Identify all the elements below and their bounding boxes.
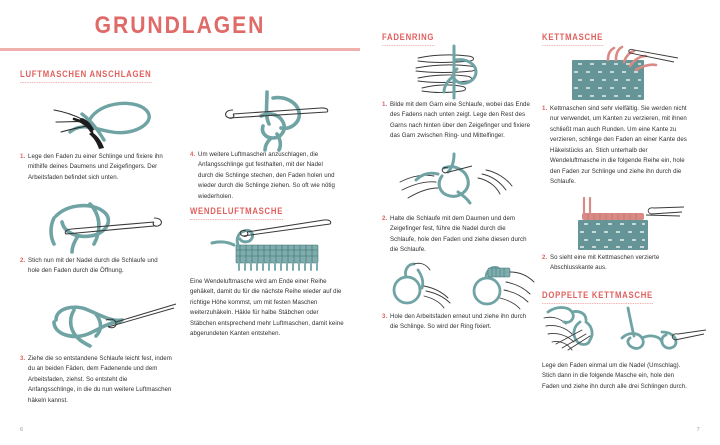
figure-mesh-swatch-pink-hook [568,46,684,102]
paragraph-doppelte-kettmasche: Lege den Faden einmal um die Nadel (Umschlag). Stich dann in die folgende Masche ein, hole den Faden und ziehe ihn durch alle drei Schlingen durch. [542,362,687,390]
step-number: 1. [542,105,548,112]
page-title: GRUNDLAGEN [94,12,266,39]
step-number: 4. [190,151,196,158]
step-item [20,354,175,406]
step-text: Stich nun mit der Nadel durch die Schlaufe und hole den Faden durch die Öffnung. [28,257,158,275]
figure-double-slip-stitch-pair [542,304,707,352]
section-heading-doppelte-kettmasche: DOPPELTE KETTMASCHE [542,285,671,304]
figure-crochet-swatch-with-hook [212,219,336,273]
figure-hook-through-loop [42,196,172,254]
step-item [542,104,694,188]
figure-chain-stitch-hook [215,86,335,152]
step-item [382,100,532,142]
step-number: 1. [382,101,388,108]
figure-mesh-swatch-finished-edge [568,198,686,252]
step-text: Kettmaschen sind sehr vielfältig. Sie werden nicht nur verwendet, um Kanten zu verzieren, mit ihnen schließt man auch Runden. Um eine Kante zu verzieren, schlinge den Faden an einer Kante des Häkelstücks an. Stich unterhalb der Wendeluftmasche in die folgende Reihe ein, hole den Faden zur Schlinge und ziehe ihn durch die Schlaufe. [550,105,687,186]
figure-hook-into-ring [396,152,518,204]
section-heading-wendeluftmasche: WENDELUFTMASCHE [190,201,298,220]
step-item [20,152,170,183]
step-text: Halte die Schlaufe mit dem Daumen und dem Zeigefinger fest, führe die Nadel durch die Schlaufe, hole den Faden und ziehe diesen durch die Schlaufe. [390,215,527,254]
step-number: 2. [20,257,26,264]
step-number: 1. [20,153,26,160]
section-heading-kettmasche: KETTMASCHE [542,27,613,46]
figure-ring-fixed-pair [382,258,542,310]
spread-masthead [0,14,360,38]
step-text: Hole den Arbeitsfaden erneut und ziehe ihn durch die Schlinge. So wird der Ring fixiert. [390,313,527,331]
paragraph-wendeluftmasche: Eine Wendeluftmasche wird am Ende einer Reihe gehäkelt, damit du für die nächste Reihe wieder auf die richtige Höhe kommst, um mit festen Maschen weiterzuhäkeln. Häkle für halbe Stäbchen oder Stäbchen entsprechend mehr Luftmaschen, damit keine abgerundeten Kanten entstehen. [190,278,344,338]
step-number: 2. [542,254,548,261]
step-number: 3. [20,355,26,362]
title-rule [0,48,360,51]
step-item [382,214,532,256]
folio-right: 7 [696,427,700,433]
step-number: 3. [382,313,388,320]
figure-yarn-over-fingers [410,46,520,102]
step-text: So sieht eine mit Kettmaschen verzierte Abschlusskante aus. [550,254,660,272]
step-text: Ziehe die so entstandene Schlaufe leicht fest, indem du an beiden Fäden, dem Fadenende und dem Arbeitsfaden, ziehst. So entsteht die Anfangsschlinge, in die du nun weitere Luftmaschen häkeln kannst. [28,355,172,404]
figure-tighten-loop [44,296,179,348]
step-text: Bilde mit dem Garn eine Schlaufe, wobei das Ende des Fadens nach unten zeigt. Lege den Rest des Garns nach hinten über den Zeigefinger und fixiere das Garn zwischen Ring- und Mittelfinger. [390,101,531,140]
step-item [190,150,340,202]
step-text: Um weitere Luftmaschen anzuschlagen, die Anfangsschlinge gut festhalten, mit der Nadel durch die Schlinge stechen, den Faden holen und wieder durch die Schlinge ziehen. So oft wie nötig wiederholen. [198,151,335,200]
right-page [360,0,720,445]
section-heading-fadenring: FADENRING [382,27,443,46]
figure-slip-knot-loop-fingers [48,88,168,150]
step-item [382,312,527,333]
step-text: Lege den Faden zu einer Schlinge und fixiere ihn mithilfe deines Daumens und Zeigefingers. Der Arbeitsfaden befindet sich unten. [28,153,163,181]
step-item [542,253,692,274]
step-item [20,256,170,277]
section-heading-luftmaschen: LUFTMASCHEN ANSCHLAGEN [20,64,173,83]
step-number: 2. [382,215,388,222]
folio-left: 6 [20,427,24,433]
